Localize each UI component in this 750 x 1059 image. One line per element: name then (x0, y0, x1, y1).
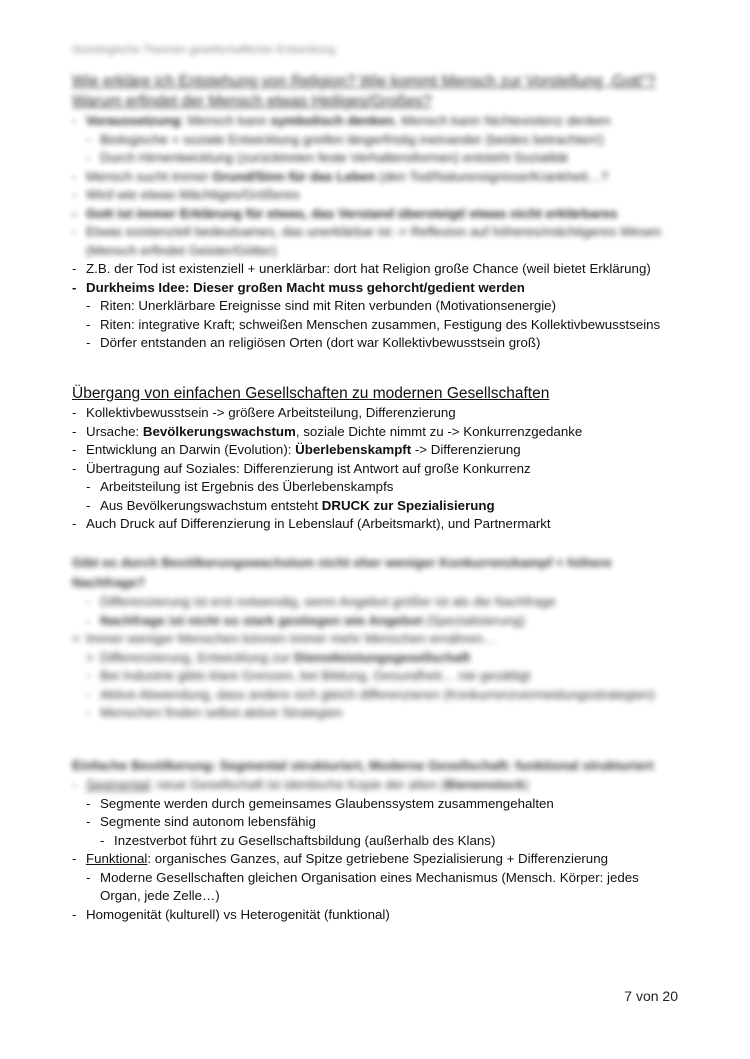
list-item: - Segmente sind autonom lebensfähig (86, 814, 316, 829)
list-item: - Voraussetzung: Mensch kann symbolisch denken, Mensch kann Nichtexistenz denken (72, 113, 611, 128)
list-item: - Homogenität (kulturell) vs Heterogenität (funktional) (72, 906, 390, 922)
page-number: 7 von 20 (624, 988, 678, 1004)
list-item: - Bei Industrie gibts klare Grenzen, bei Bildung, Gesundheit… nie gesättigt (86, 668, 531, 683)
list-item: - Segmente werden durch gemeinsames Glaubenssystem zusammengehalten (86, 795, 554, 811)
list-item: - Riten: integrative Kraft; schweißen Menschen zusammen, Festigung des Kollektivbewusstseins (86, 316, 661, 332)
section-title: Einfache Bevölkerung: Segmental strukturiert, Moderne Gesellschaft: funktional strukturiert (72, 758, 654, 773)
list-item: - Aus Bevölkerungswachstum entsteht DRUCK zur Spezialisierung (86, 497, 495, 513)
list-item: - Wird wie etwas Mächtiges/Größeres (72, 187, 300, 202)
list-item: - Inzestverbot führt zu Gesellschaftsbildung (außerhalb des Klans) (100, 832, 496, 848)
list-item: - Biologische + soziale Entwicklung greifen längerfristig ineinander (beides betrachten!) (86, 131, 604, 147)
list-item: - Durch Hirnentwicklung (zurücktreten feste Verhaltensformen) entsteht Sozialität (86, 150, 568, 165)
section-title: Gibt es durch Bevölkerungswachstum nicht eher weniger Konkurrenzkampf + höhere Nachfrage? (72, 555, 612, 590)
section-title: Wie erkläre ich Entstehung von Religion? Wie kommt Mensch zur Vorstellung „Gott"? Warum erfindet der Mensch etwas Heiliges/Großes? (72, 73, 656, 110)
list-item: > Differenzierung, Entwicklung zur Dienstleistungsgesellschaft (86, 649, 471, 665)
section-title: Übergang von einfachen Gesellschaften zu modernen Gesellschaften (72, 385, 550, 402)
list-item: - Ursache: Bevölkerungswachstum, soziale Dichte nimmt zu -> Konkurrenzgedanke (72, 423, 583, 439)
list-item: - Gott ist immer Erklärung für etwas, das Verstand übersteigt/ etwas nicht erklärbares (72, 205, 618, 221)
list-item: - Nachfrage ist nicht so stark gestiegen wie Angebot (Spezialisierung) (86, 612, 526, 628)
list-item: - Etwas existenziell bedeutsames, das unerklärbar ist -> Reflexion auf höheres/mächtigeres Wesen (Mensch erfindet Geister/Götter) (72, 224, 662, 258)
running-header: Soziologische Theorien gesellschaftlicher Entwicklung (72, 44, 336, 56)
list-item: - Segmental: neue Gesellschaft ist identische Kopie der alten (Bienenstock) (72, 777, 529, 792)
section-transition (72, 384, 682, 534)
list-item: - Riten: Unerklärbare Ereignisse sind mit Riten verbunden (Motivationsenergie) (86, 298, 557, 313)
list-item: - Moderne Gesellschaften gleichen Organisation eines Mechanismus (Mensch. Körper: jedes Organ, jede Zelle…) (86, 869, 639, 903)
list-item: - Differenzierung ist erst notwendig, wenn Angebot größer ist als die Nachfrage (86, 594, 556, 609)
section-religion (72, 72, 682, 353)
list-item: - Auch Druck auf Differenzierung in Lebenslauf (Arbeitsmarkt), und Partnermarkt (72, 516, 551, 531)
list-item: > Immer weniger Menschen können immer mehr Menschen ernähren… (72, 631, 497, 646)
list-item: - Übertragung auf Soziales: Differenzierung ist Antwort auf große Konkurrenz (72, 460, 531, 476)
list-item: - Entwicklung an Darwin (Evolution): Überlebenskampft -> Differenzierung (72, 442, 521, 457)
list-item: - Z.B. der Tod ist existenziell + unerklärbar: dort hat Religion große Chance (weil bietet Erklärung) (72, 261, 651, 276)
list-item: - Arbeitsteilung ist Ergebnis des Überlebenskampfs (86, 479, 394, 494)
list-item: - Mensch sucht immer Grund/Sinn für das Leben (den Tod/Naturereignisse/Krankheit…? (72, 168, 609, 184)
list-item: - Menschen finden selbst aktive Strategien (86, 705, 343, 720)
section-growth (72, 553, 682, 723)
list-item: - Dörfer entstanden an religiösen Orten (dort war Kollektivbewusstsein groß) (86, 335, 541, 350)
section-structure (72, 756, 682, 924)
list-item: - Durkheims Idee: Dieser großen Macht muss gehorcht/gedient werden (72, 279, 525, 295)
list-item: - Aktive Abwendung, dass andere sich gleich differenzieren (Konkurrenzvermeidungsstrategien) (86, 686, 655, 702)
list-item: - Funktional: organisches Ganzes, auf Spitze getriebene Spezialisierung + Differenzierung (72, 851, 608, 866)
list-item: - Kollektivbewusstsein -> größere Arbeitsteilung, Differenzierung (72, 405, 456, 420)
